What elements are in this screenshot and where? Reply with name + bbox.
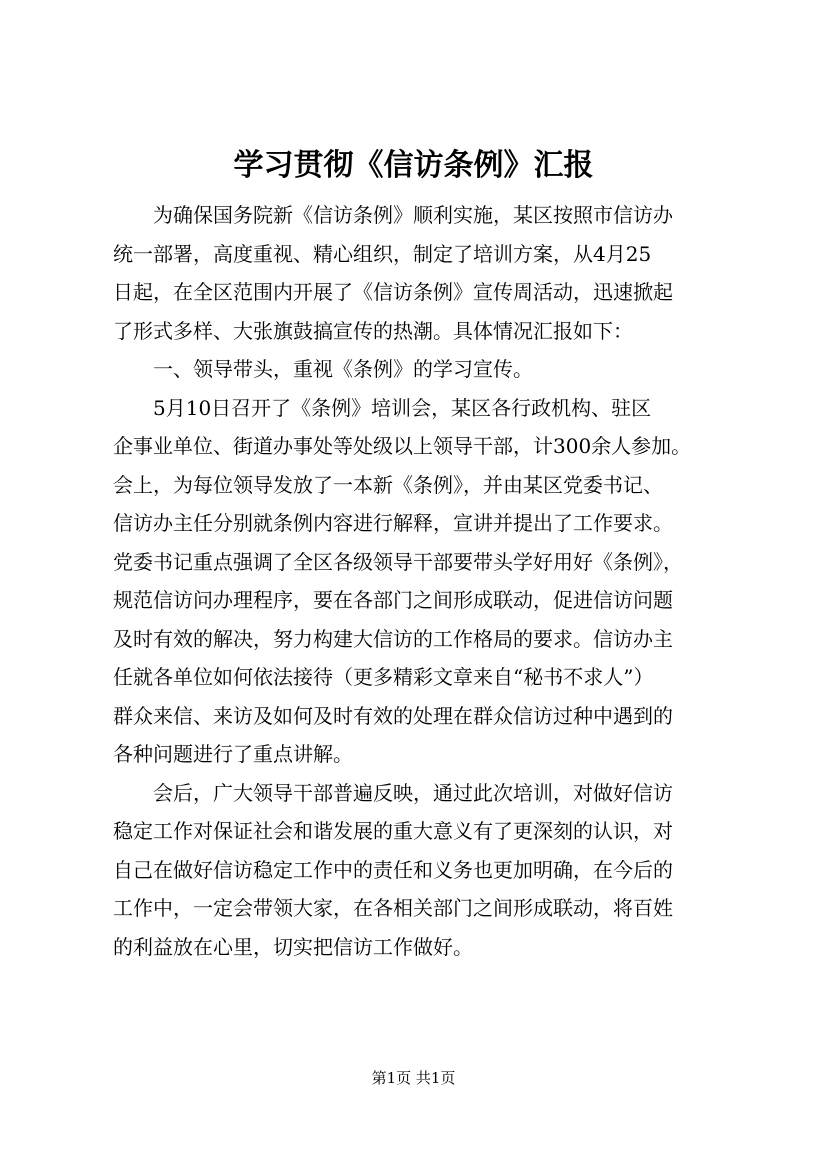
body-line: 信访办主任分别就条例内容进行解释，宣讲并提出了工作要求。: [113, 511, 673, 535]
body-line: 群众来信、来访及如何及时有效的处理在群众信访过种中遇到的: [113, 703, 673, 728]
body-line: 任就各单位如何依法接待（更多精彩文章来自“秘书不求人”）: [113, 665, 654, 689]
body-line: 5月10日召开了《条例》培训会，某区各行政机构、驻区: [153, 395, 652, 420]
body-line: 及时有效的解决，努力构建大信访的工作格局的要求。信访办主: [113, 626, 673, 651]
body-line: 的利益放在心里，切实把信访工作做好。: [113, 934, 473, 959]
body-line: 规范信访问办理程序，要在各部门之间形成联动，促进信访问题: [113, 588, 673, 612]
body-line: 各种问题进行了重点讲解。: [113, 742, 353, 766]
section-heading: 一、领导带头，重视《条例》的学习宣传。: [153, 357, 533, 381]
document-body: [113, 196, 723, 966]
document-title: 学习贯彻《信访条例》汇报: [233, 148, 594, 183]
body-line: 会后，广大领导干部普遍反映，通过此次培训，对做好信访: [153, 780, 673, 805]
page-footer: 第1页 共1页: [371, 1069, 456, 1087]
body-line: 稳定工作对保证社会和谐发展的重大意义有了更深刻的认识，对: [113, 819, 673, 843]
body-line: 为确保国务院新《信访条例》顺利实施，某区按照市信访办: [153, 203, 673, 227]
body-line: 统一部署，高度重视、精心组织，制定了培训方案，从4月25: [113, 241, 652, 266]
body-line: 工作中，一定会带领大家，在各相关部门之间形成联动，将百姓: [113, 896, 673, 920]
body-line: 企事业单位、街道办事处等处级以上领导干部，计300余人参加。: [113, 434, 692, 458]
body-line: 日起，在全区范围内开展了《信访条例》宣传周活动，迅速掀起: [113, 280, 673, 304]
body-line: 党委书记重点强调了全区各级领导干部要带头学好用好《条例》，: [113, 549, 683, 574]
body-line: 自己在做好信访稳定工作中的责任和义务也更加明确，在今后的: [113, 857, 673, 882]
body-line: 了形式多样、大张旗鼓搞宣传的热潮。具体情况汇报如下：: [113, 318, 633, 343]
body-line: 会上，为每位领导发放了一本新《条例》，并由某区党委书记、: [113, 472, 663, 497]
